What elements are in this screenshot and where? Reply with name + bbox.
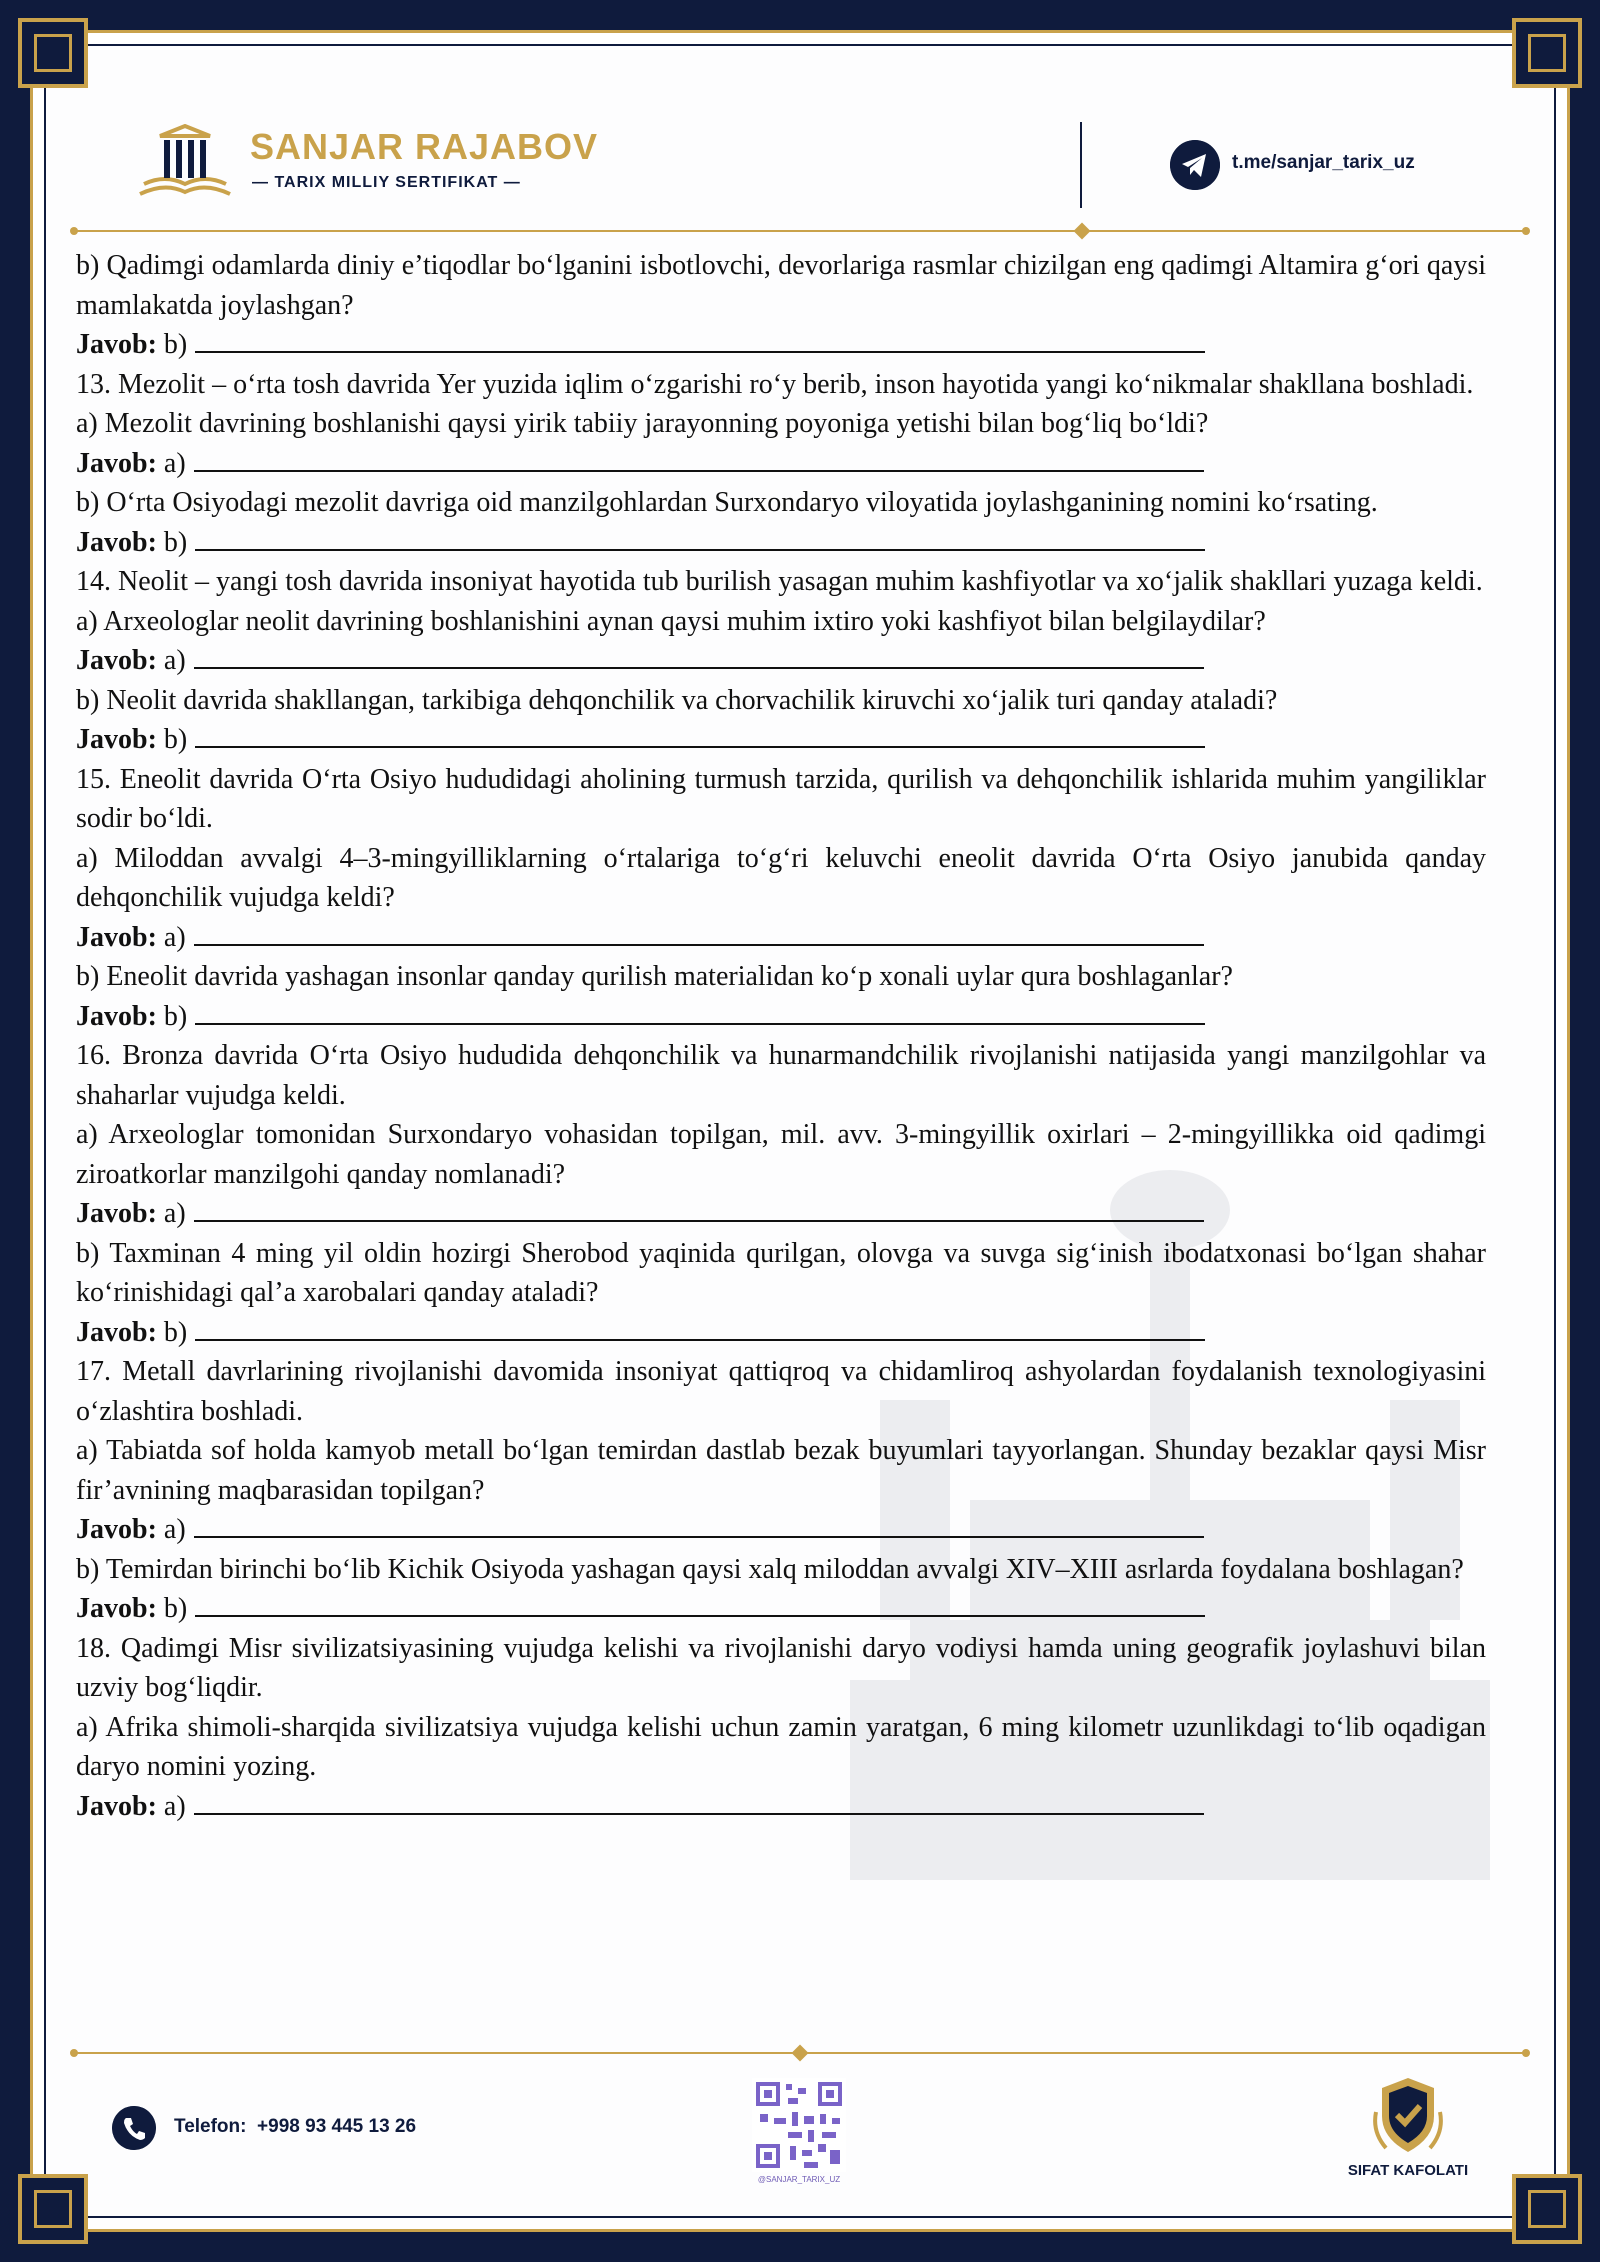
question-text: a) Arxeologlar neolit davrining boshlanishini aynan qaysi muhim ixtiro yoki kashfiyot bilan belgilaydilar?: [76, 605, 1266, 637]
answer-row: [76, 444, 1486, 484]
answer-line[interactable]: [194, 1787, 1204, 1815]
qr-code[interactable]: [752, 2078, 846, 2172]
telegram-icon: [1170, 140, 1220, 190]
answer-letter: a): [163, 645, 186, 676]
answer-label: Javob:: [76, 1000, 157, 1032]
answer-line[interactable]: [195, 325, 1205, 353]
answer-label: Javob:: [76, 921, 157, 953]
answer-letter: a): [163, 1514, 186, 1545]
question-text: a) Arxeologlar tomonidan Surxondaryo vohasidan topilgan, mil. avv. 3-mingyillik oxirlari – 2-mingyillikka oid qadimgi ziroatkorlar manzilgohi qanday nomlanadi?: [76, 1119, 1486, 1190]
answer-label: Javob:: [76, 724, 157, 755]
answer-letter: b): [163, 724, 188, 755]
phone-number: +998 93 445 13 26: [257, 2116, 417, 2137]
question-text: 14. Neolit – yangi tosh davrida insoniyat hayotida tub burilish yasagan muhim kashfiyotlar va xo‘jalik shakllari yuzaga keldi.: [76, 566, 1483, 597]
answer-line[interactable]: [194, 1510, 1204, 1538]
header-divider: [1080, 122, 1082, 208]
brand-name: SANJAR RAJABOV: [250, 126, 599, 167]
answer-label: Javob:: [76, 1593, 157, 1624]
answer-letter: a): [163, 1198, 186, 1229]
answer-row: [76, 918, 1486, 958]
answer-label: Javob:: [76, 1198, 157, 1229]
answer-row: [76, 1589, 1486, 1629]
answer-label: Javob:: [76, 645, 157, 676]
quality-shield-icon: [1366, 2072, 1450, 2164]
answer-label: Javob:: [76, 1514, 157, 1545]
questions-content: [76, 246, 1486, 1826]
answer-line[interactable]: [195, 1313, 1205, 1341]
rule-end-dot: [70, 2049, 78, 2057]
answer-label: Javob:: [76, 1790, 157, 1822]
question-text: b) Taxminan 4 ming yil oldin hozirgi Sherobod yaqinida qurilgan, olovga va suvga sig‘inish ibodatxonasi bo‘lgan shahar ko‘rinishidagi qal’a xarobalari qanday ataladi?: [76, 1237, 1486, 1308]
telegram-link[interactable]: t.me/sanjar_tarix_uz: [1232, 152, 1415, 173]
answer-row: [76, 1787, 1486, 1827]
header-rule: [74, 230, 1526, 232]
corner-ornament-top-left: [18, 18, 88, 88]
question-text: a) Miloddan avvalgi 4–3-mingyilliklarning o‘rtalariga to‘g‘ri keluvchi eneolit davrida O‘rta Osiyo janubida qanday dehqonchilik vujudga keldi?: [76, 842, 1486, 913]
answer-letter: b): [163, 1593, 188, 1624]
answer-row: [76, 523, 1486, 563]
question-text: 15. Eneolit davrida O‘rta Osiyo hududidagi aholining turmush tarzida, qurilish va dehqonchilik ishlarida muhim yangiliklar sodir bo‘ldi.: [76, 763, 1486, 834]
question-text: a) Mezolit davrining boshlanishi qaysi yirik tabiiy jarayonning poyoniga yetishi bilan bog‘liq bo‘ldi?: [76, 408, 1209, 439]
question-text: a) Tabiatda sof holda kamyob metall bo‘lgan temirdan dastlab bezak buyumlari tayyorlangan. Shunday bezaklar qaysi Misr fir’avnining maqbarasidan topilgan?: [76, 1435, 1486, 1506]
question-text: a) Afrika shimoli-sharqida sivilizatsiya vujudga kelishi uchun zamin yaratgan, 6 ming kilometr uzunlikdagi to‘lib oqadigan daryo nomini yozing.: [76, 1711, 1486, 1782]
question-text: b) Qadimgi odamlarda diniy e’tiqodlar bo‘lganini isbotlovchi, devorlariga rasmlar chizilgan eng qadimgi Altamira g‘ori qaysi mamlakatda joylashgan?: [76, 250, 1486, 321]
answer-letter: a): [163, 447, 186, 479]
brand-subtitle: — TARIX MILLIY SERTIFIKAT —: [252, 174, 521, 191]
answer-line[interactable]: [195, 523, 1205, 551]
answer-line[interactable]: [194, 641, 1204, 669]
rule-end-dot: [70, 227, 78, 235]
question-text: 17. Metall davrlarining rivojlanishi davomida insoniyat qattiqroq va chidamliroq ashyolardan foydalanish texnologiyasini o‘zlashtira boshladi.: [76, 1356, 1486, 1427]
answer-row: [76, 641, 1486, 681]
answer-label: Javob:: [76, 1316, 157, 1348]
question-text: b) Eneolit davrida yashagan insonlar qanday qurilish materialidan ko‘p xonali uylar qura boshlaganlar?: [76, 961, 1233, 992]
question-text: 16. Bronza davrida O‘rta Osiyo hududida dehqonchilik va hunarmandchilik rivojlanishi natijasida yangi manzilgohlar va shaharlar vujudga keldi.: [76, 1040, 1486, 1111]
phone-contact[interactable]: [174, 2116, 416, 2138]
question-text: 18. Qadimgi Misr sivilizatsiyasining vujudga kelishi va rivojlanishi daryo vodiysi hamda uning geografik joylashuvi bilan uzviy bog‘liqdir.: [76, 1632, 1486, 1703]
answer-row: [76, 1510, 1486, 1550]
question-text: b) Neolit davrida shakllangan, tarkibiga dehqonchilik va chorvachilik kiruvchi xo‘jalik turi qanday ataladi?: [76, 684, 1278, 716]
answer-row: [76, 720, 1486, 760]
answer-line[interactable]: [195, 997, 1205, 1025]
answer-letter: b): [163, 526, 188, 558]
answer-letter: a): [163, 921, 186, 953]
question-text: 13. Mezolit – o‘rta tosh davrida Yer yuzida iqlim o‘zgarishi ro‘y berib, inson hayotida yangi ko‘nikmalar shakllana boshladi.: [76, 368, 1474, 400]
corner-ornament-bottom-right: [1512, 2174, 1582, 2244]
answer-line[interactable]: [195, 720, 1205, 748]
corner-ornament-bottom-left: [18, 2174, 88, 2244]
answer-row: [76, 1313, 1486, 1353]
question-text: b) O‘rta Osiyodagi mezolit davriga oid manzilgohlardan Surxondaryo viloyatida joylashganining nomini ko‘rsating.: [76, 487, 1378, 518]
phone-label: Telefon:: [174, 2116, 247, 2137]
book-columns-logo-icon: [130, 124, 240, 204]
qr-caption: @SANJAR_TARIX_UZ: [757, 2175, 841, 2184]
answer-row: [76, 1194, 1486, 1234]
answer-line[interactable]: [195, 1589, 1205, 1617]
phone-icon: [112, 2106, 156, 2150]
answer-line[interactable]: [194, 444, 1204, 472]
page-header: [130, 118, 1470, 218]
answer-label: Javob:: [76, 526, 157, 558]
answer-row: [76, 325, 1486, 365]
question-text: b) Temirdan birinchi bo‘lib Kichik Osiyoda yashagan qaysi xalq miloddan avvalgi XIV–XIII asrlarda foydalana boshlagan?: [76, 1553, 1464, 1585]
corner-ornament-top-right: [1512, 18, 1582, 88]
answer-letter: b): [163, 1000, 188, 1032]
answer-row: [76, 997, 1486, 1037]
answer-letter: b): [163, 1316, 188, 1348]
quality-badge-label: SIFAT KAFOLATI: [1347, 2162, 1469, 2179]
answer-line[interactable]: [194, 1194, 1204, 1222]
answer-label: Javob:: [76, 447, 157, 479]
answer-letter: a): [163, 1790, 186, 1822]
rule-end-dot: [1522, 227, 1530, 235]
rule-end-dot: [1522, 2049, 1530, 2057]
answer-label: Javob:: [76, 329, 157, 360]
answer-line[interactable]: [194, 918, 1204, 946]
answer-letter: b): [163, 329, 188, 360]
